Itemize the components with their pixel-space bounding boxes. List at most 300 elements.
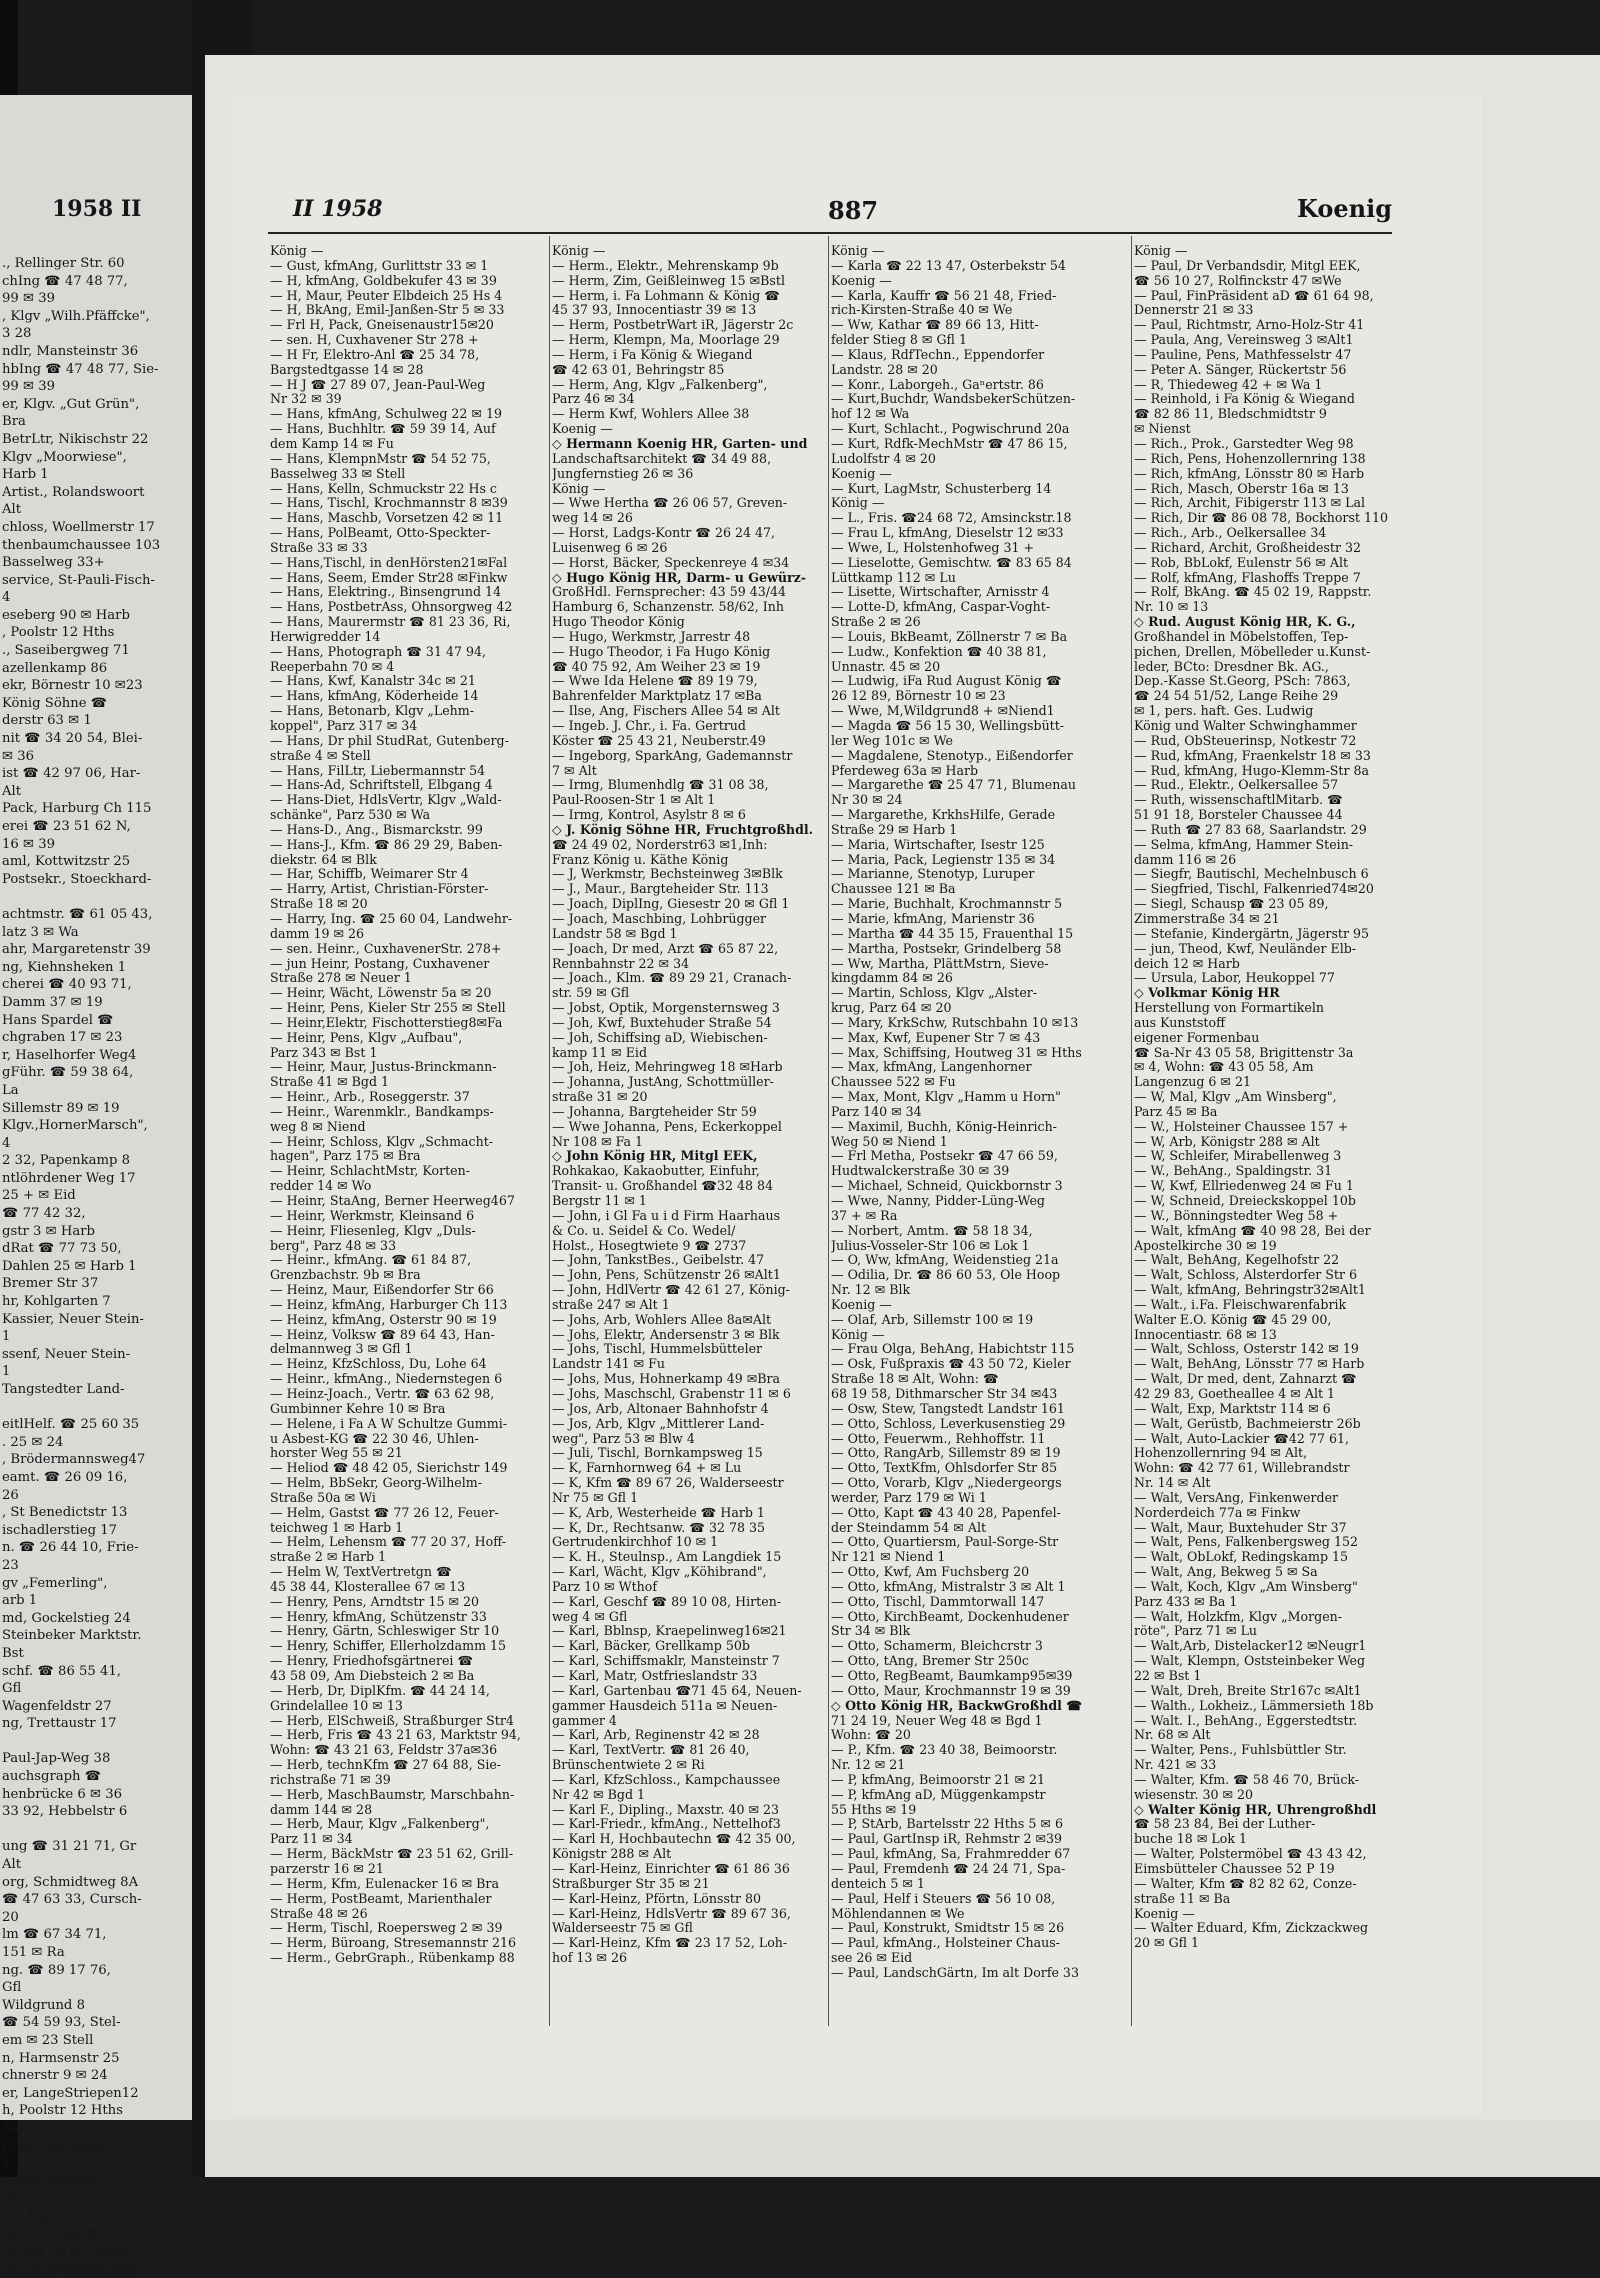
directory-entry-line: — W, Mal, Klgv „Am Winsberg",	[1134, 1090, 1337, 1105]
directory-entry-line: str. 59 ✉ Gfl	[552, 986, 630, 1001]
left-page-line: schf. ☎ 86 55 41,	[2, 1663, 121, 1679]
directory-entry-line: 37 + ✉ Ra	[831, 1208, 898, 1223]
directory-entry-line: — Otto, tAng, Bremer Str 250c	[831, 1654, 1029, 1669]
left-page-line: 23	[2, 1557, 19, 1573]
directory-entry-line: — Hugo, Werkmstr, Jarrestr 48	[552, 629, 751, 644]
left-page-line: Dahlen 25 ✉ Harb 1	[2, 1258, 137, 1274]
directory-entry-line: u Asbest-KG ☎ 22 30 46, Uhlen-	[270, 1431, 479, 1446]
directory-entry-line: — Juli, Tischl, Bornkampsweg 15	[552, 1446, 763, 1461]
directory-entry-line: Straßburger Str 35 ✉ 21	[552, 1876, 710, 1891]
directory-entry-line: — Walt, Exp, Marktstr 114 ✉ 6	[1134, 1401, 1331, 1416]
directory-entry-line: Franz König u. Käthe König	[552, 852, 729, 867]
left-page-line: 1	[2, 1364, 11, 1380]
left-page-line: 3 28	[2, 326, 32, 342]
left-page-line: , St Benedictstr 13	[2, 1505, 128, 1521]
directory-entry-line: — Rich, Archit, Fibigerstr 113 ✉ Lal	[1134, 496, 1366, 511]
directory-entry-line: — Walter Eduard, Kfm, Zickzackweg	[1134, 1921, 1369, 1936]
directory-entry-line: — Ww, Martha, PlättMstrn, Sieve-	[831, 956, 1049, 971]
left-page-line: chgraben 17 ✉ 23	[2, 1030, 123, 1046]
directory-entry-line: Köster ☎ 25 43 21, Neuberstr.49	[552, 733, 766, 748]
directory-entry-line: — Otto, Vorarb, Klgv „Niedergeorgs	[831, 1476, 1062, 1491]
directory-entry-line: — Klaus, RdfTechn., Eppendorfer	[831, 347, 1045, 362]
directory-entry-line: teichweg 1 ✉ Harb 1	[270, 1520, 404, 1535]
directory-entry-line: — Karl-Heinz, Kfm ☎ 23 17 52, Loh-	[552, 1936, 788, 1951]
directory-entry-line: straße 4 ✉ Stell	[270, 748, 371, 763]
directory-entry-line: 20 ✉ Gfl 1	[1134, 1936, 1200, 1951]
directory-entry-line: — jun, Theod, Kwf, Neuländer Elb-	[1134, 941, 1357, 956]
directory-entry-line: — Walter, Kfm ☎ 82 82 62, Conze-	[1134, 1876, 1357, 1891]
directory-entry-line: — John, HdlVertr ☎ 42 61 27, König-	[552, 1283, 790, 1298]
directory-entry-line: — Osk, Fußpraxis ☎ 43 50 72, Kieler	[831, 1357, 1071, 1372]
directory-entry-line: der Steindamm 54 ✉ Alt	[831, 1520, 987, 1535]
directory-entry-line: — Herm, Ang, Klgv „Falkenberg",	[552, 377, 768, 392]
directory-entry-line: Straße 41 ✉ Bgd 1	[270, 1075, 390, 1090]
directory-entry-line: — Herm, Büroang, Stresemannstr 216	[270, 1936, 516, 1951]
directory-entry-line: diekstr. 64 ✉ Blk	[270, 852, 377, 867]
directory-entry-line: — Otto, kfmAng, Mistralstr 3 ✉ Alt 1	[831, 1579, 1066, 1594]
directory-entry-line: richstraße 71 ✉ 39	[270, 1772, 391, 1787]
directory-entry-line: dem Kamp 14 ✉ Fu	[270, 436, 394, 451]
directory-entry-line: — Rud, kfmAng, Hugo-Klemm-Str 8a	[1134, 763, 1370, 778]
left-page-line: erei ☎ 23 51 62 N,	[2, 819, 131, 834]
left-page-line: derstr 63 ✉ 1	[2, 713, 92, 729]
directory-entry-line: 22 ✉ Bst 1	[1134, 1669, 1202, 1683]
directory-entry-line: — Ww, Kathar ☎ 89 66 13, Hitt-	[831, 318, 1039, 333]
directory-entry-line: — Margarethe ☎ 25 47 71, Blumenau	[831, 778, 1076, 793]
directory-entry-line: werder, Parz 179 ✉ Wi 1	[831, 1490, 987, 1505]
directory-entry-line: Unnastr. 45 ✉ 20	[831, 659, 941, 674]
directory-entry-line: — Henry, Friedhofsgärtnerei ☎	[270, 1654, 474, 1669]
directory-entry-line: Koenig —	[831, 466, 892, 481]
directory-entry-line: — Ursula, Labor, Heukoppel 77	[1134, 971, 1335, 986]
directory-entry-line: — K, Dr., Rechtsanw. ☎ 32 78 35	[552, 1520, 766, 1535]
directory-entry-line: Straße 18 ✉ Alt, Wohn: ☎	[831, 1372, 999, 1387]
directory-entry-line: Nr. 12 ✉ Blk	[831, 1283, 911, 1298]
directory-entry-line: — Herm, BäckMstr ☎ 23 51 62, Grill-	[270, 1847, 514, 1862]
directory-entry-line: — Johs, Arb, Wohlers Allee 8a✉Alt	[552, 1312, 772, 1327]
directory-entry-line: — Max, Kwf, Eupener Str 7 ✉ 43	[831, 1030, 1041, 1045]
directory-entry-line: — sen. Heinr., CuxhavenerStr. 278+	[270, 941, 502, 956]
directory-entry-line: — H, BkAng, Emil-Janßen-Str 5 ✉ 33	[270, 303, 505, 318]
directory-entry-line: — Karla, Kauffr ☎ 56 21 48, Fried-	[831, 288, 1057, 303]
directory-entry-line: — Karl, Matr, Ostfrieslandstr 33	[552, 1669, 758, 1683]
directory-entry-line: ◇ Rud. August König HR, K. G.,	[1134, 615, 1356, 630]
directory-entry-line: — H, Maur, Peuter Elbdeich 25 Hs 4	[270, 288, 503, 303]
left-page-line: 25 + ✉ Eid	[2, 1188, 76, 1204]
left-page-line: ng, Trettaustr 17	[2, 1716, 117, 1732]
directory-entry-line: — Heinz-Joach., Vertr. ☎ 63 62 98,	[270, 1386, 495, 1401]
directory-entry-line: weg 4 ✉ Gfl	[552, 1609, 628, 1624]
directory-entry-line: — Heinr., kfmAng. ☎ 61 84 87,	[270, 1253, 472, 1268]
left-page-line: Ba	[2, 2191, 20, 2207]
directory-entry-line: — Herm, PostBeamt, Marienthaler	[270, 1891, 492, 1906]
left-page-line: thenbaumchaussee 103	[2, 537, 161, 553]
directory-entry-line: Bergstr 11 ✉ 1	[552, 1194, 647, 1208]
directory-entry-line: Koenig —	[552, 422, 613, 437]
directory-entry-line: hof 13 ✉ 26	[552, 1951, 627, 1966]
directory-entry-line: — Joach, Maschbing, Lohbrügger	[552, 911, 767, 926]
directory-entry-line: — Norbert, Amtm. ☎ 58 18 34,	[831, 1223, 1033, 1238]
directory-entry-line: — Walt, Holzkfm, Klgv „Morgen-	[1134, 1609, 1343, 1624]
directory-entry-line: — W, Arb, Königstr 288 ✉ Alt	[1134, 1134, 1320, 1149]
directory-entry-line: — Karl, Gartenbau ☎71 45 64, Neuen-	[552, 1683, 802, 1698]
directory-entry-line: — Heinr, Maur, Justus-Brinckmann-	[270, 1060, 497, 1075]
directory-entry-line: — Herm, Klempn, Ma, Moorlage 29	[552, 333, 780, 348]
directory-entry-line: Wohn: ☎ 42 77 61, Willebrandstr	[1134, 1461, 1350, 1476]
directory-entry-line: Straße 33 ✉ 33	[270, 540, 368, 555]
left-page-line: Alt	[2, 783, 22, 799]
left-page-line: gstr 3 ✉ Harb	[2, 1223, 95, 1239]
directory-entry-line: — Walt, Maur, Buxtehuder Str 37	[1134, 1520, 1347, 1535]
directory-entry-line: Landstr 58 ✉ Bgd 1	[552, 926, 678, 941]
left-page-line: ist ☎ 42 97 06, Har-	[2, 766, 141, 782]
directory-entry-line: — Walter, Pens., Fuhlsbüttler Str.	[1134, 1743, 1347, 1758]
left-page-line: org, Schmidtweg 8A	[2, 1874, 139, 1890]
left-page-line: Bst	[2, 1645, 24, 1661]
directory-entry-line: Grenzbachstr. 9b ✉ Bra	[270, 1268, 421, 1283]
directory-entry-line: — Ingeborg, SparkAng, Gademannstr	[552, 748, 793, 763]
directory-entry-line: — Henry, Gärtn, Schleswiger Str 10	[270, 1624, 500, 1639]
directory-entry-line: 55 Hths ✉ 19	[831, 1802, 917, 1817]
directory-entry-line: — Henry, Schiffer, Ellerholzdamm 15	[270, 1639, 507, 1654]
directory-entry-line: ✉ 1, pers. haft. Ges. Ludwig	[1134, 704, 1314, 719]
directory-entry-line: — Otto, Feuerwm., Rehhoffstr. 11	[831, 1431, 1046, 1446]
directory-entry-line: straße 31 ✉ 20	[552, 1090, 648, 1105]
column-divider	[549, 236, 550, 2026]
directory-entry-line: — Hans, Kelln, Schmuckstr 22 Hs c	[270, 481, 497, 496]
directory-entry-line: — Michael, Schneid, Quickbornstr 3	[831, 1179, 1063, 1194]
directory-entry-line: — Hans-Diet, HdlsVertr, Klgv „Wald-	[270, 793, 502, 808]
directory-entry-line: Dennerstr 21 ✉ 33	[1134, 303, 1254, 318]
left-page-line: aml, Kottwitzstr 25	[2, 854, 131, 870]
directory-entry-line: König —	[1134, 244, 1188, 258]
directory-entry-line: — Otto, TextKfm, Ohlsdorfer Str 85	[831, 1461, 1058, 1476]
left-page-line: dRat ☎ 77 73 50,	[2, 1241, 122, 1257]
directory-entry-line: — Konr., Laborgeh., Gaⁿertstr. 86	[831, 377, 1044, 392]
directory-entry-line: — H, kfmAng, Goldbekufer 43 ✉ 39	[270, 273, 497, 288]
directory-entry-line: — Joh, Schiffsing aD, Wiebischen-	[552, 1030, 768, 1045]
directory-entry-line: — Wwe Johanna, Pens, Eckerkoppel	[552, 1119, 782, 1134]
directory-entry-line: — Hans, kfmAng, Schulweg 22 ✉ 19	[270, 407, 503, 422]
left-page-line: chnerstr 9 ✉ 24	[2, 2068, 108, 2084]
left-page-line: Klgv.,HornerMarsch",	[2, 1118, 148, 1134]
left-page-line: str, Klgv „Ham-	[2, 2208, 105, 2224]
directory-entry-line: — Herb, Fris ☎ 43 21 63, Marktstr 94,	[270, 1728, 521, 1743]
directory-entry-line: Ludolfstr 4 ✉ 20	[831, 451, 936, 466]
directory-entry-line: — Olaf, Arb, Sillemstr 100 ✉ 19	[831, 1312, 1034, 1327]
left-page-line: arb 1	[2, 1593, 38, 1609]
directory-entry-line: — Helene, i Fa A W Schultze Gummi-	[270, 1416, 507, 1431]
directory-entry-line: horster Weg 55 ✉ 21	[270, 1446, 403, 1461]
directory-entry-line: Pferdeweg 63a ✉ Harb	[831, 763, 979, 778]
directory-entry-line: 26 12 89, Börnestr 10 ✉ 23	[831, 689, 1006, 704]
directory-entry-line: — Selma, kfmAng, Hammer Stein-	[1134, 837, 1354, 852]
directory-entry-line: Parz 433 ✉ Ba 1	[1134, 1594, 1238, 1609]
left-page-line: ndlr, Mansteinstr 36	[2, 343, 139, 359]
directory-entry-line: — Jobst, Optik, Morgensternsweg 3	[552, 1001, 780, 1016]
left-page-line: ☎ 77 42 32,	[2, 1206, 86, 1222]
left-page-line: ☎ 47 63 33, Cursch-	[2, 1892, 142, 1908]
directory-entry-line: — Har, Schiffb, Weimarer Str 4	[270, 867, 469, 882]
directory-entry-line: damm 116 ✉ 26	[1134, 852, 1237, 867]
left-page-line: 99 ✉ 39	[2, 379, 55, 395]
directory-entry-line: — Hans, FilLtr, Liebermannstr 54	[270, 763, 486, 778]
directory-entry-line: — J, Werkmstr, Bechsteinweg 3✉Blk	[552, 867, 783, 882]
directory-entry-line: — Otto, Kwf, Am Fuchsberg 20	[831, 1565, 1030, 1580]
directory-entry-line: — Lieselotte, Gemischtw. ☎ 83 65 84	[831, 555, 1072, 570]
left-page-line: Wildgrund 8	[2, 1997, 85, 2013]
directory-entry-line: — Peter A. Sänger, Rückertstr 56	[1134, 362, 1347, 377]
directory-entry-line: Innocentiastr. 68 ✉ 13	[1134, 1327, 1277, 1342]
directory-entry-line: Luisenweg 6 ✉ 26	[552, 540, 668, 555]
directory-entry-line: 43 58 09, Am Diebsteich 2 ✉ Ba	[270, 1669, 475, 1683]
directory-entry-line: Landstr 141 ✉ Fu	[552, 1357, 666, 1372]
directory-entry-line: aus Kunststoff	[1134, 1015, 1226, 1030]
directory-entry-line: Königstr 288 ✉ Alt	[552, 1847, 672, 1862]
directory-entry-line: Nr. 14 ✉ Alt	[1134, 1476, 1211, 1491]
directory-entry-line: — Wwe, M,Wildgrund8 + ✉Niend1	[831, 704, 1055, 719]
directory-entry-line: — jun Heinr, Postang, Cuxhavener	[270, 956, 490, 971]
left-page-line: t, Bahrenfelder	[2, 2173, 104, 2189]
directory-entry-line: — Walt, BehAng, Kegelhofstr 22	[1134, 1253, 1340, 1268]
left-page-line: Gfl	[2, 1980, 22, 1996]
left-page-line: 1	[2, 1329, 11, 1345]
directory-entry-line: — Jos, Arb, Altonaer Bahnhofstr 4	[552, 1401, 769, 1416]
directory-entry-line: gammer 4	[552, 1713, 617, 1728]
directory-entry-line: — Herb, MaschBaumstr, Marschbahn-	[270, 1787, 515, 1802]
directory-entry-line: — Karl, Wächt, Klgv „Köhibrand",	[552, 1565, 767, 1580]
directory-entry-line: deich 12 ✉ Harb	[1134, 956, 1240, 971]
directory-entry-line: — Heinz, kfmAng, Harburger Ch 113	[270, 1297, 508, 1312]
directory-entry-line: — Frau L, kfmAng, Dieselstr 12 ✉33	[831, 526, 1064, 541]
left-page-line: md, Gockelstieg 24	[2, 1610, 131, 1626]
left-page-line: Wagenfeldstr 27	[2, 1698, 112, 1714]
left-page-line: ischadlerstieg 17	[2, 1522, 117, 1538]
directory-entry-line: — Walt, Klempn, Oststeinbeker Weg	[1134, 1654, 1366, 1669]
directory-entry-line: — Walt., i.Fa. Fleischwarenfabrik	[1134, 1297, 1347, 1312]
directory-entry-line: — Marianne, Stenotyp, Luruper	[831, 867, 1035, 882]
directory-entry-line: — Hans, Kwf, Kanalstr 34c ✉ 21	[270, 674, 476, 689]
directory-entry-line: koppel", Parz 317 ✉ 34	[270, 719, 418, 733]
left-page-line: 20	[2, 1909, 19, 1925]
directory-entry-line: — Karl, Arb, Reginenstr 42 ✉ 28	[552, 1728, 760, 1743]
directory-entry-line: Julius-Vosseler-Str 106 ✉ Lok 1	[831, 1238, 1030, 1253]
directory-entry-line: — Hans, Elektring., Binsengrund 14	[270, 585, 502, 600]
directory-entry-line: — Paul, FinPräsident aD ☎ 61 64 98,	[1134, 288, 1374, 303]
directory-entry-line: — Walt, BehAng, Lönsstr 77 ✉ Harb	[1134, 1357, 1365, 1372]
directory-entry-line: — Walth., Lokheiz., Lämmersieth 18b	[1134, 1698, 1374, 1713]
directory-entry-line: — Ludw., Konfektion ☎ 40 38 81,	[831, 644, 1047, 659]
left-page-line: issar, Buchwald-	[2, 2138, 112, 2154]
directory-entry-line: Jungfernstieg 26 ✉ 36	[552, 466, 694, 481]
directory-entry-line: — Karla ☎ 22 13 47, Osterbekstr 54	[831, 258, 1066, 273]
directory-entry-line: — Otto, Schamerm, Bleichcrstr 3	[831, 1639, 1043, 1654]
directory-entry-line: — O, Ww, kfmAng, Weidenstieg 21a	[831, 1253, 1059, 1268]
directory-column-3	[831, 244, 1128, 2034]
directory-entry-line: & Co. u. Seidel & Co. Wedel/	[552, 1223, 736, 1238]
left-page-line: er, LangeStriepen12	[2, 2085, 139, 2101]
directory-entry-line: — W., Bönningstedter Weg 58 +	[1134, 1208, 1339, 1223]
directory-entry-line: — Walt,Arb, Distelacker12 ✉Neugr1	[1134, 1639, 1367, 1654]
directory-entry-line: parzerstr 16 ✉ 21	[270, 1861, 384, 1876]
left-page-header: 1958 II	[52, 196, 142, 222]
directory-entry-line: — Hans, kfmAng, Köderheide 14	[270, 689, 479, 704]
directory-entry-line: Hohenzollernring 94 ✉ Alt,	[1134, 1446, 1308, 1461]
directory-entry-line: — Hans-D., Ang., Bismarckstr. 99	[270, 822, 483, 837]
page-header	[268, 192, 1392, 234]
directory-entry-line: — Paul, kfmAng, Sa, Frahmredder 67	[831, 1847, 1071, 1862]
directory-entry-line: — Karl H, Hochbautechn ☎ 42 35 00,	[552, 1832, 796, 1847]
directory-entry-line: — Otto, RegBeamt, Baumkamp95✉39	[831, 1669, 1073, 1683]
directory-entry-line: — Walt, Gerüstb, Bachmeierstr 26b	[1134, 1416, 1361, 1431]
left-page-line: Postsekr., Stoeckhard-	[2, 871, 152, 887]
directory-entry-line: Großhandel in Möbelstoffen, Tep-	[1134, 629, 1349, 644]
directory-entry-line: rich-Kirsten-Straße 40 ✉ We	[831, 303, 1013, 318]
directory-entry-line: — Hans-Ad, Schriftstell, Elbgang 4	[270, 778, 493, 793]
directory-entry-line: — Irmg, Kontrol, Asylstr 8 ✉ 6	[552, 808, 746, 823]
directory-entry-line: — Heinr, Pens, Klgv „Aufbau",	[270, 1030, 463, 1045]
directory-entry-line: — Karl-Heinz, Pförtn, Lönsstr 80	[552, 1891, 762, 1906]
directory-entry-line: — Kurt,Buchdr, WandsbekerSchützen-	[831, 392, 1076, 407]
directory-entry-line: — Herb, ElSchweiß, Straßburger Str4	[270, 1713, 514, 1728]
directory-entry-line: Straße 18 ✉ 20	[270, 897, 368, 912]
directory-entry-line: 68 19 58, Dithmarscher Str 34 ✉43	[831, 1386, 1058, 1401]
directory-entry-line: ☎ 24 54 51/52, Lange Reihe 29	[1134, 689, 1339, 704]
directory-entry-line: — Rud., Elektr., Oelkersallee 57	[1134, 778, 1339, 793]
directory-entry-line: — Rob, BbLokf, Eulenstr 56 ✉ Alt	[1134, 555, 1349, 570]
directory-entry-line: — Herm, i. Fa Lohmann & König ☎	[552, 288, 780, 303]
left-page-line: 16 ✉ 39	[2, 836, 55, 852]
directory-entry-line: — Horst, Ladgs-Kontr ☎ 26 24 47,	[552, 526, 776, 541]
directory-entry-line: Bahrenfelder Marktplatz 17 ✉Ba	[552, 689, 762, 704]
directory-entry-line: ler Weg 101c ✉ We	[831, 733, 953, 748]
left-page-line: ahr, Margaretenstr 39	[2, 942, 151, 958]
left-page-line: service, St-Pauli-Fisch-	[2, 572, 155, 588]
left-page-line: ntlöhrdener Weg 17	[2, 1170, 136, 1186]
directory-entry-line: — Siegfried, Tischl, Falkenried74✉20	[1134, 882, 1374, 897]
directory-entry-line: Möhlendannen ✉ We	[831, 1906, 965, 1921]
directory-entry-line: Transit- u. Großhandel ☎32 48 84	[552, 1179, 774, 1194]
directory-entry-line: — Herm, Zim, Geißleinweg 15 ✉Bstl	[552, 273, 785, 288]
directory-entry-line: — K, Kfm ☎ 89 67 26, Walderseestr	[552, 1476, 784, 1491]
directory-entry-line: straße 247 ✉ Alt 1	[552, 1297, 670, 1312]
directory-entry-line: — Heinz, Volksw ☎ 89 64 43, Han-	[270, 1327, 495, 1342]
directory-entry-line: — Rud, ObSteuerinsp, Notkestr 72	[1134, 733, 1357, 748]
directory-entry-line: redder 14 ✉ Wo	[270, 1179, 372, 1194]
directory-entry-line: Eimsbütteler Chaussee 52 P 19	[1134, 1861, 1335, 1876]
left-page-line: n, Harmsenstr 25	[2, 2050, 120, 2066]
directory-entry-line: — Walt, Dr med, dent, Zahnarzt ☎	[1134, 1372, 1357, 1387]
directory-entry-line: König —	[831, 496, 885, 511]
directory-entry-line: Wohn: ☎ 20	[831, 1728, 911, 1743]
directory-entry-line: — Paul, GartInsp iR, Rehmstr 2 ✉39	[831, 1832, 1063, 1847]
directory-entry-line: buche 18 ✉ Lok 1	[1134, 1832, 1247, 1847]
directory-entry-line: — Hans, KlempnMstr ☎ 54 52 75,	[270, 451, 491, 466]
left-page-line: hr, Kohlgarten 7	[2, 1294, 111, 1310]
directory-entry-line: — Heinr., kfmAng., Niedernstegen 6	[270, 1372, 503, 1387]
directory-entry-line: — Horst, Bäcker, Speckenreye 4 ✉34	[552, 555, 790, 570]
directory-entry-line: — Otto, Kapt ☎ 43 40 28, Papenfel-	[831, 1505, 1061, 1520]
directory-entry-line: ☎ 40 75 92, Am Weiher 23 ✉ 19	[552, 659, 761, 674]
directory-entry-line: pichen, Drellen, Möbelleder u.Kunst-	[1134, 644, 1371, 659]
directory-entry-line: ☎ Sa-Nr 43 05 58, Brigittenstr 3a	[1134, 1045, 1354, 1060]
directory-entry-line: König —	[552, 481, 606, 496]
directory-entry-line: — K, Arb, Westerheide ☎ Harb 1	[552, 1505, 765, 1520]
directory-entry-line: — Irmg, Blumenhdlg ☎ 31 08 38,	[552, 778, 769, 793]
directory-entry-line: Straße 278 ✉ Neuer 1	[270, 971, 412, 986]
directory-entry-line: — Otto, Tischl, Dammtorwall 147	[831, 1594, 1045, 1609]
directory-entry-line: — Rud, kfmAng, Fraenkelstr 18 ✉ 33	[1134, 748, 1371, 763]
directory-entry-line: — Herb, Dr, DiplKfm. ☎ 44 24 14,	[270, 1683, 490, 1698]
directory-entry-line: Nr 32 ✉ 39	[270, 392, 342, 407]
directory-entry-line: — Ilse, Ang, Fischers Allee 54 ✉ Alt	[552, 704, 780, 719]
directory-entry-line: — John, i Gl Fa u i d Firm Haarhaus	[552, 1208, 781, 1223]
directory-entry-line: — Hans, PolBeamt, Otto-Speckter-	[270, 526, 491, 541]
directory-entry-line: Parz 140 ✉ 34	[831, 1104, 922, 1119]
directory-entry-line: Straße 2 ✉ 26	[831, 615, 921, 630]
directory-entry-line: ☎ 42 63 01, Behringstr 85	[552, 362, 725, 377]
left-page-line: BetrLtr, Nikischstr 22	[2, 431, 149, 447]
directory-entry-line: Wohn: ☎ 43 21 63, Feldstr 37a✉36	[270, 1743, 498, 1758]
left-page-line: latz 3 ✉ Wa	[2, 924, 79, 940]
directory-entry-line: Landschaftsarchitekt ☎ 34 49 88,	[552, 451, 772, 466]
directory-entry-line: — Hans-J., Kfm. ☎ 86 29 29, Baben-	[270, 837, 503, 852]
directory-entry-line: — Herb, Maur, Klgv „Falkenberg",	[270, 1817, 490, 1832]
left-page-line: azellenkamp 86	[2, 660, 108, 676]
directory-entry-line: — W., Holsteiner Chaussee 157 +	[1134, 1119, 1349, 1134]
directory-entry-line: — Wwe Hertha ☎ 26 06 57, Greven-	[552, 496, 788, 511]
directory-entry-line: Paul-Roosen-Str 1 ✉ Alt 1	[552, 793, 716, 808]
directory-entry-line: Grindelallee 10 ✉ 13	[270, 1698, 403, 1713]
directory-entry-line: Weg 50 ✉ Niend 1	[831, 1134, 948, 1149]
left-page-line: ekr, Börnestr 10 ✉23	[2, 678, 143, 694]
directory-entry-line: felder Stieg 8 ✉ Gfl 1	[831, 333, 967, 348]
directory-entry-line: König —	[270, 244, 324, 258]
directory-entry-line: Parz 46 ✉ 34	[552, 392, 635, 407]
directory-entry-line: Parz 45 ✉ Ba	[1134, 1104, 1218, 1119]
left-page-line	[2, 1821, 188, 1839]
left-page-line	[2, 1733, 188, 1751]
directory-entry-line: — Odilia, Dr. ☎ 86 60 53, Ole Hoop	[831, 1268, 1061, 1283]
directory-entry-line: Basselweg 33 ✉ Stell	[270, 466, 406, 481]
directory-entry-line: — Walt, Dreh, Breite Str167c ✉Alt1	[1134, 1683, 1362, 1698]
directory-entry-line: — Rich., Arb., Oelkersallee 34	[1134, 526, 1327, 541]
directory-entry-line: ◇ Walter König HR, Uhrengroßhdl	[1134, 1802, 1377, 1817]
directory-entry-line: weg", Parz 53 ✉ Blw 4	[552, 1431, 695, 1446]
directory-entry-line: — Kurt, Rdfk-MechMstr ☎ 47 86 15,	[831, 436, 1068, 451]
directory-entry-line: — Heinr., Arb., Roseggerstr. 37	[270, 1090, 470, 1105]
directory-entry-line: — Karl-Friedr., kfmAng., Nettelhof3	[552, 1817, 781, 1832]
directory-entry-line: — Wwe, L, Holstenhofweg 31 +	[831, 540, 1035, 555]
directory-entry-line: — L., Fris. ☎24 68 72, Amsinckstr.18	[831, 511, 1072, 526]
directory-entry-line: — Otto, Schloss, Leverkusenstieg 29	[831, 1416, 1066, 1431]
directory-entry-line: 42 29 83, Goetheallee 4 ✉ Alt 1	[1134, 1386, 1336, 1401]
directory-entry-line: — P., Kfm. ☎ 23 40 38, Beimoorstr.	[831, 1743, 1058, 1758]
directory-entry-line: — Jos, Arb, Klgv „Mittlerer Land-	[552, 1416, 765, 1431]
directory-entry-line: — Kurt, Schlacht., Pogwischrund 20a	[831, 422, 1070, 437]
left-page-lines	[2, 255, 188, 2278]
directory-entry-line: gammer Hausdeich 511a ✉ Neuen-	[552, 1698, 778, 1713]
directory-entry-line: weg 8 ✉ Niend	[270, 1119, 366, 1134]
page-number: 887	[828, 196, 879, 225]
directory-entry-line: — Otto, Quartiersm, Paul-Sorge-Str	[831, 1535, 1059, 1550]
directory-entry-line: — Helm, Gastst ☎ 77 26 12, Feuer-	[270, 1505, 499, 1520]
left-page-line: ng, Kiehnsheken 1	[2, 959, 127, 975]
directory-entry-line: — Karl, Bblnsp, Kraepelinweg16✉21	[552, 1624, 787, 1639]
left-page-line: 33 92, Hebbelstr 6	[2, 1804, 128, 1820]
directory-entry-line: ☎ 82 86 11, Bledschmidtstr 9	[1134, 407, 1327, 422]
directory-entry-line: — Karl-Heinz, Einrichter ☎ 61 86 36	[552, 1861, 790, 1876]
